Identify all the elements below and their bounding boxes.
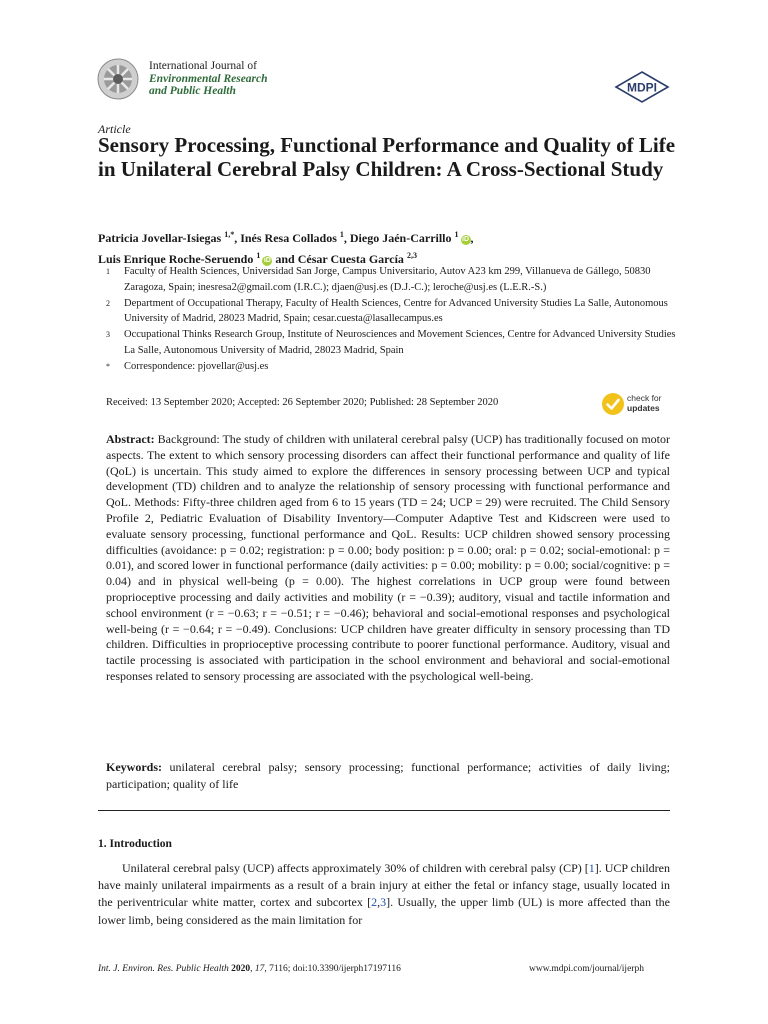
citation-link[interactable]: 1 bbox=[588, 861, 595, 875]
journal-name bbox=[149, 60, 268, 98]
affiliation-number: 2 bbox=[106, 298, 110, 308]
author-affil-sup: 1 bbox=[339, 230, 344, 239]
keywords bbox=[106, 759, 670, 793]
introduction-body bbox=[98, 860, 670, 929]
affiliation-number: 1 bbox=[106, 267, 110, 276]
journal-logo-icon bbox=[97, 58, 139, 100]
journal-line-3: and Public Health bbox=[149, 85, 236, 97]
author-name[interactable]: Luis Enrique Roche-Seruendo bbox=[98, 252, 254, 266]
intro-text-a: Unilateral cerebral palsy (UCP) affects approximately 30% of children with cerebral palsy (CP) [ bbox=[122, 861, 589, 875]
footer-year: 2020 bbox=[231, 964, 251, 974]
citation-link[interactable]: 2 bbox=[371, 895, 378, 910]
publication-dates: Received: 13 September 2020; Accepted: 26 September 2020; Published: 28 September 2020 bbox=[106, 397, 499, 408]
affiliation-item bbox=[98, 359, 678, 375]
author-name[interactable]: Inés Resa Collados bbox=[240, 231, 337, 245]
abstract bbox=[106, 432, 670, 685]
check-for-updates-badge[interactable] bbox=[601, 392, 671, 418]
section-number: 1. bbox=[98, 838, 107, 850]
citation-link[interactable]: 3 bbox=[380, 895, 387, 910]
section-title: Introduction bbox=[109, 838, 172, 850]
section-heading bbox=[98, 838, 172, 850]
abstract-text: Background: The study of children with unilateral cerebral palsy (UCP) has traditionally focused on motor aspects. The extent to which sensory processing disorders can affect their functional performance and quality of life (QoL) is uncertain. This study aimed to explore the differences in sensory processing between UCP and typical development (TD) children and to analyze the relationship of sensory processing with functional performance and QoL. Methods: Fifty-three children aged from 6 to 15 years (TD = 24; UCP = 29) were recruited. The Child Sensory Profile 2, Pediatric Evaluation of Disability Inventory—Computer Adaptive Test and Kidscreen were used to evaluate sensory processing, functional performance and QoL. Results: UCP children showed sensory processing difficulties (avoidance: p = 0.02; registration: p = 0.00; body position: p = 0.00; oral: p = 0.02; social-emotional: p = 0.01), and scored lower in functional performance (daily activities: p = 0.00; mobility: p = 0.00; social/cognitive: p = 0.04) and in physical well-being (p = 0.00). The highest correlations in UCP group were found between proprioceptive processing and daily activities and mobility (r = −0.39); auditory, visual and tactile information and school environment (r = −0.63; r = −0.51; r = −0.46); behavioral and social-emotional responses and psychological well-being (r = −0.64; r = −0.49). Conclusions: UCP children have greater difficulty in sensory processing than TD children. Difficulties in proprioceptive processing contribute to poorer functional performance. Auditory, visual and tactile processing is associated with participation in the school environment and behavioral and social-emotional responses related to sensory processing are associated with the psychological well-being. bbox=[106, 432, 671, 683]
section-divider bbox=[98, 810, 670, 811]
footer-article: , 7116; doi:10.3390/ijerph17197116 bbox=[264, 964, 401, 974]
footer-volume: 17 bbox=[254, 964, 265, 974]
affiliation-text: Occupational Thinks Research Group, Institute of Neurosciences and Movement Sciences, Centre for Advanced University Studies La Salle, Autonomous University of Madrid, 28023 Madrid, Spain bbox=[124, 329, 676, 356]
author-name[interactable]: César Cuesta García bbox=[297, 252, 404, 266]
affiliation-item bbox=[98, 264, 678, 296]
affiliation-text: Faculty of Health Sciences, Universidad San Jorge, Campus Universitario, Autov A23 km 299, Villanueva de Gállego, 50830 Zaragoza, Spain; inesresa2@gmail.com (I.R.C.); djaen@usj.es (D.J.-C.); leroche@usj.es (L.E.R.-S.) bbox=[124, 266, 651, 293]
journal-line-1: International Journal of bbox=[149, 60, 257, 72]
mdpi-logo-icon bbox=[613, 70, 671, 104]
journal-line-2: Environmental Research bbox=[149, 72, 268, 85]
author-affil-sup: 1,* bbox=[224, 230, 235, 239]
intro-paragraph: Unilateral cerebral palsy (UCP) affects approximately 30% of children with cerebral palsy (CP) [1]. UCP children have mainly unilateral impairments as a result of a brain injury at either the fetal or infancy stage, usually located in the periventricular white matter, cortex and subcortex [2,3]. Usually, the upper limb (UL) is more affected than the lower limb, being considered as the main limitation for bbox=[98, 861, 670, 927]
affiliation-number: * bbox=[106, 361, 110, 371]
intro-text-b: ]. UCP children have mainly unilateral impairments as a result of a brain injury at either the fetal or infancy stage, usually located in the periventricular white matter, cortex and subcortex [ bbox=[98, 861, 670, 910]
affiliation-text: Correspondence: pjovellar@usj.es bbox=[124, 360, 269, 372]
author-list: Patricia Jovellar-Isiegas $^{1,*}$, Inés Resa Collados $^1$, Diego Jaén-Carrillo $^1$iD , Luis Enrique Roche-Seruendo $^1$iD and César Cuesta García $^{2,3}$ bbox=[98, 230, 474, 266]
keywords-label: Keywords: bbox=[106, 760, 162, 774]
check-updates-line2: updates bbox=[627, 402, 660, 413]
footer-journal: Int. J. Environ. Res. Public Health bbox=[98, 964, 229, 974]
affiliation-item bbox=[98, 327, 678, 359]
affiliations bbox=[98, 264, 678, 375]
article-type: Article bbox=[98, 122, 131, 136]
orcid-icon[interactable]: iD bbox=[462, 236, 470, 243]
affiliation-number: 3 bbox=[106, 330, 110, 340]
keywords-text: unilateral cerebral palsy; sensory processing; functional performance; activities of daily living; participation; quality of life bbox=[106, 760, 670, 791]
author-affil-sup: 1 bbox=[454, 230, 459, 239]
check-updates-line1: check for bbox=[627, 393, 662, 403]
footer-url[interactable]: www.mdpi.com/journal/ijerph bbox=[529, 964, 644, 974]
intro-text-c: ]. Usually, the upper limb (UL) is more affected than the lower limb, being considered as the main limitation for bbox=[98, 895, 670, 927]
affiliation-text: Department of Occupational Therapy, Faculty of Health Sciences, Centre for Advanced University Studies La Salle, Autonomous University of Madrid, 28023 Madrid, Spain; cesar.cuesta@lasallecampus.es bbox=[124, 297, 668, 325]
author-affil-sup: 1 bbox=[256, 251, 261, 260]
check-updates-icon bbox=[601, 392, 625, 416]
affiliation-item bbox=[98, 296, 678, 328]
footer-citation: Int. J. Environ. Res. Public Health 2020, 17, 7116; doi:10.3390/ijerph17197116 bbox=[98, 964, 401, 974]
author-affil-sup: 2,3 bbox=[406, 251, 417, 260]
article-title: Sensory Processing, Functional Performance and Quality of Life in Unilateral Cerebral Palsy Children: A Cross-Sectional Study bbox=[98, 133, 676, 181]
author-name[interactable]: Diego Jaén-Carrillo bbox=[349, 231, 452, 245]
mdpi-logo-text: MDPI bbox=[627, 80, 657, 95]
orcid-icon[interactable]: iD bbox=[263, 257, 271, 264]
abstract-label: Abstract: bbox=[106, 432, 155, 446]
author-name[interactable]: Patricia Jovellar-Isiegas bbox=[98, 231, 222, 245]
